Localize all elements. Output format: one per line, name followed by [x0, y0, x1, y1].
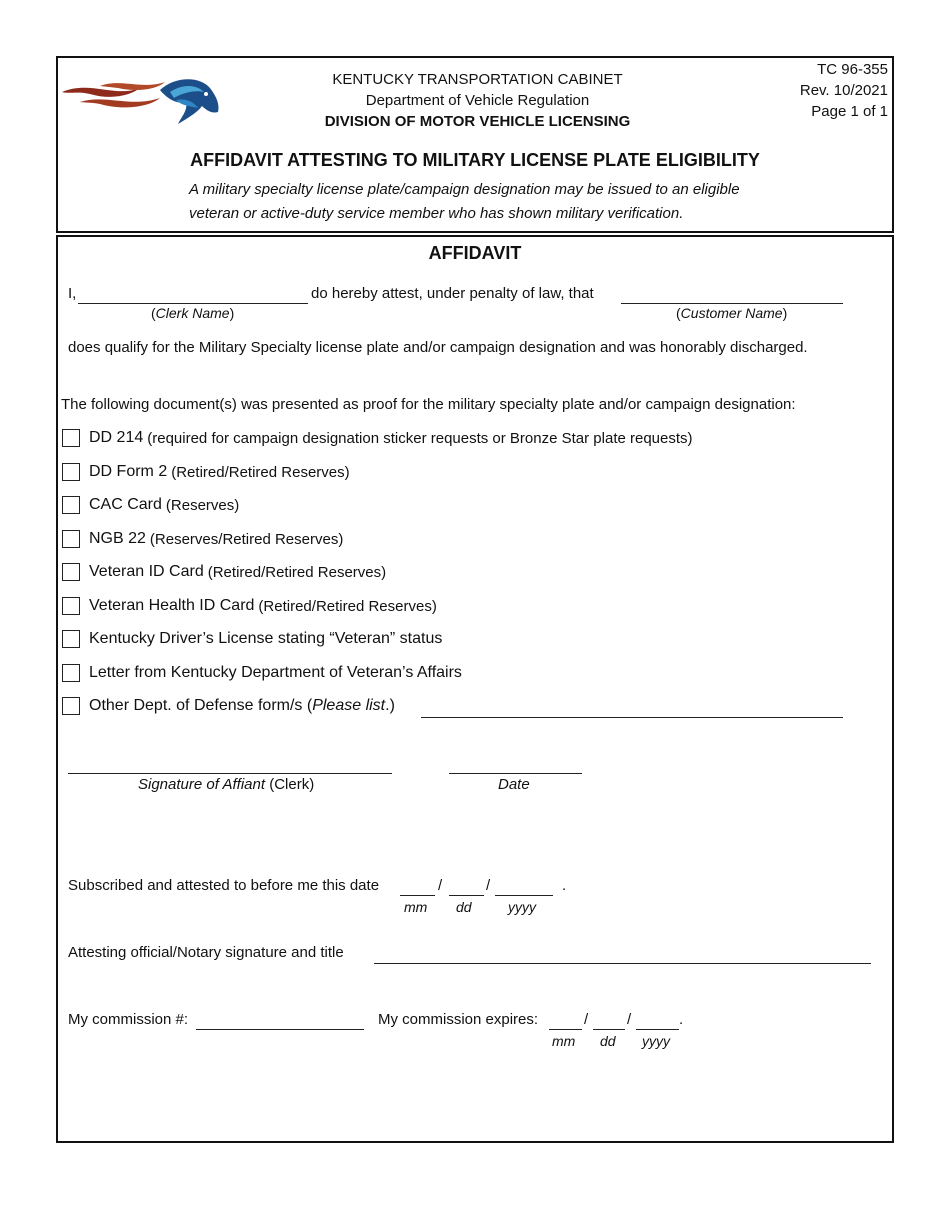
document-option-veteran-id-card[interactable]: Veteran ID Card (Retired/Retired Reserves) — [62, 561, 386, 583]
signature-field[interactable] — [68, 773, 392, 774]
checkbox[interactable] — [62, 429, 80, 447]
commission-day-field[interactable] — [593, 1029, 625, 1030]
subscribed-month-field[interactable] — [400, 895, 435, 896]
subscribed-day-field[interactable] — [449, 895, 484, 896]
year-hint: yyyy — [508, 899, 536, 915]
period: . — [679, 1011, 684, 1028]
checkbox[interactable] — [62, 597, 80, 615]
documents-intro: The following document(s) was presented as proof for the military specialty plate and/or campaign designation: — [61, 396, 796, 413]
customer-name-label: (Customer Name) — [676, 305, 788, 321]
day-hint: dd — [600, 1033, 616, 1049]
notary-signature-label: Attesting official/Notary signature and title — [68, 944, 344, 961]
affidavit-heading: AFFIDAVIT — [428, 243, 522, 263]
date-label: Date — [498, 776, 530, 793]
period: . — [562, 877, 567, 894]
qualify-statement: does qualify for the Military Specialty license plate and/or campaign designation and was honorably discharged. — [68, 339, 808, 356]
agency-name: KENTUCKY TRANSPORTATION CABINET — [332, 71, 623, 88]
document-option-other-dod-forms[interactable]: Other Dept. of Defense form/s ( Please list .) — [62, 695, 395, 717]
checkbox[interactable] — [62, 463, 80, 481]
commission-number-field[interactable] — [196, 1029, 364, 1030]
checkbox[interactable] — [62, 664, 80, 682]
attest-text: do hereby attest, under penalty of law, that — [311, 285, 594, 302]
form-number: TC 96-355 — [817, 61, 888, 78]
date-separator: / — [486, 877, 491, 894]
intro-line-2: veteran or active-duty service member who has shown military verification. — [189, 205, 684, 222]
year-hint: yyyy — [642, 1033, 670, 1049]
document-option-dd214[interactable]: DD 214 (required for campaign designation sticker requests or Bronze Star plate requests) — [62, 427, 693, 449]
commission-expires-label: My commission expires: — [378, 1011, 539, 1028]
clerk-name-label: (Clerk Name) — [151, 305, 235, 321]
customer-name-field[interactable] — [621, 303, 843, 304]
day-hint: dd — [456, 899, 472, 915]
date-separator: / — [438, 877, 443, 894]
intro-line-1: A military specialty license plate/campaign designation may be issued to an eligible — [189, 181, 740, 198]
document-option-veteran-health-id-card[interactable]: Veteran Health ID Card (Retired/Retired Reserves) — [62, 595, 437, 617]
form-title: AFFIDAVIT ATTESTING TO MILITARY LICENSE PLATE ELIGIBILITY — [190, 150, 760, 170]
checkbox[interactable] — [62, 496, 80, 514]
checkbox[interactable] — [62, 530, 80, 548]
division-name: DIVISION OF MOTOR VEHICLE LICENSING — [324, 113, 631, 130]
date-separator: / — [584, 1011, 589, 1028]
checkbox[interactable] — [62, 697, 80, 715]
checkbox[interactable] — [62, 563, 80, 581]
i-prefix: I, — [68, 285, 77, 302]
subscribed-text: Subscribed and attested to before me this date — [68, 877, 380, 894]
kytc-horse-logo — [60, 72, 225, 130]
form-revision: Rev. 10/2021 — [799, 82, 888, 99]
document-option-ky-drivers-license[interactable]: Kentucky Driver’s License stating “Veteran” status — [62, 628, 446, 650]
date-separator: / — [627, 1011, 632, 1028]
signature-label: Signature of Affiant (Clerk) — [138, 776, 315, 793]
other-forms-field[interactable] — [421, 717, 843, 718]
month-hint: mm — [552, 1033, 576, 1049]
commission-month-field[interactable] — [549, 1029, 582, 1030]
commission-number-label: My commission #: — [68, 1011, 189, 1028]
department-name: Department of Vehicle Regulation — [365, 92, 590, 109]
affidavit-box — [56, 235, 894, 1143]
signature-date-field[interactable] — [449, 773, 582, 774]
checkbox[interactable] — [62, 630, 80, 648]
notary-signature-field[interactable] — [374, 963, 871, 964]
subscribed-year-field[interactable] — [495, 895, 553, 896]
page-number: Page 1 of 1 — [811, 103, 888, 120]
document-option-ky-veterans-affairs-letter[interactable]: Letter from Kentucky Department of Veteran’s Affairs — [62, 662, 466, 684]
document-option-ngb-22[interactable]: NGB 22 (Reserves/Retired Reserves) — [62, 528, 343, 550]
document-option-cac-card[interactable]: CAC Card (Reserves) — [62, 494, 239, 516]
month-hint: mm — [404, 899, 428, 915]
commission-year-field[interactable] — [636, 1029, 679, 1030]
clerk-name-field[interactable] — [78, 303, 308, 304]
document-option-dd-form-2[interactable]: DD Form 2 (Retired/Retired Reserves) — [62, 461, 350, 483]
